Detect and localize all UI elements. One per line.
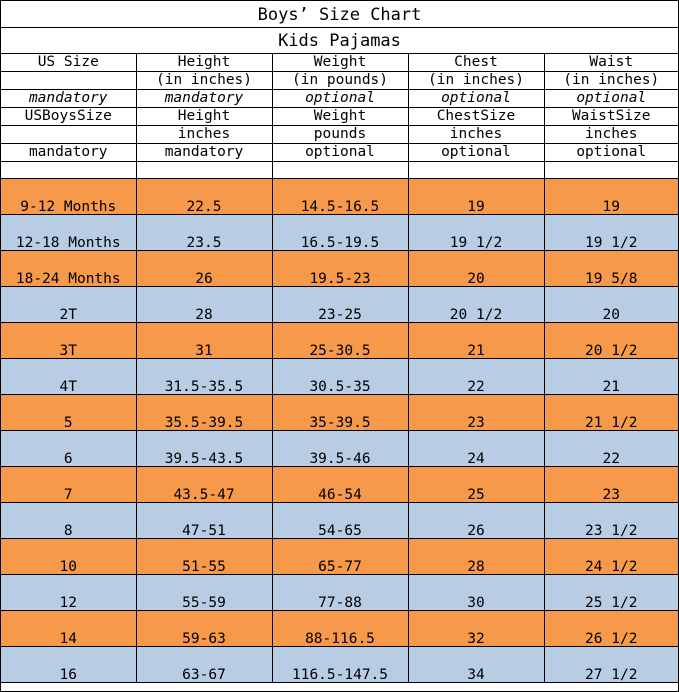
size-cell: 12-18 Months [1, 215, 136, 251]
table-row [1, 503, 678, 539]
header-cell: ChestSize [408, 108, 544, 126]
weight-cell: 116.5-147.5 [272, 647, 408, 683]
header-cell: mandatory [1, 144, 136, 162]
waist-cell: 19 [544, 179, 678, 215]
table-row [1, 395, 678, 431]
table-row [1, 539, 678, 575]
header-cell: Weight [272, 54, 408, 72]
size-cell: 5 [1, 395, 136, 431]
waist-cell: 24 1/2 [544, 539, 678, 575]
height-cell: 23.5 [136, 215, 272, 251]
chest-cell: 28 [408, 539, 544, 575]
size-cell: 8 [1, 503, 136, 539]
header-cell [1, 126, 136, 144]
table-row [1, 467, 678, 503]
header-cell [1, 72, 136, 90]
header-row-labels [1, 54, 678, 72]
size-cell: 7 [1, 467, 136, 503]
weight-cell: 35-39.5 [272, 395, 408, 431]
header-cell: optional [544, 144, 678, 162]
header-cell: mandatory [136, 144, 272, 162]
height-cell: 22.5 [136, 179, 272, 215]
weight-cell: 77-88 [272, 575, 408, 611]
table-row [1, 647, 678, 683]
chest-cell: 22 [408, 359, 544, 395]
weight-cell: 23-25 [272, 287, 408, 323]
height-cell: 39.5-43.5 [136, 431, 272, 467]
size-cell: 6 [1, 431, 136, 467]
size-cell: 9-12 Months [1, 179, 136, 215]
header-row-field-units [1, 126, 678, 144]
chart-title: Boys’ Size Chart [1, 2, 678, 28]
header-cell: optional [408, 90, 544, 108]
header-row-field-requirement [1, 144, 678, 162]
header-cell: optional [408, 144, 544, 162]
spacer-row [1, 162, 678, 179]
header-cell: Weight [272, 108, 408, 126]
size-cell: 4T [1, 359, 136, 395]
weight-cell: 88-116.5 [272, 611, 408, 647]
chest-cell: 24 [408, 431, 544, 467]
table-row [1, 611, 678, 647]
size-table [1, 54, 678, 683]
header-cell: pounds [272, 126, 408, 144]
weight-cell: 30.5-35 [272, 359, 408, 395]
weight-cell: 14.5-16.5 [272, 179, 408, 215]
header-cell: inches [136, 126, 272, 144]
waist-cell: 20 1/2 [544, 323, 678, 359]
waist-cell: 20 [544, 287, 678, 323]
weight-cell: 39.5-46 [272, 431, 408, 467]
header-cell: optional [544, 90, 678, 108]
waist-cell: 23 [544, 467, 678, 503]
header-cell: (in pounds) [272, 72, 408, 90]
header-cell: optional [272, 144, 408, 162]
waist-cell: 27 1/2 [544, 647, 678, 683]
height-cell: 47-51 [136, 503, 272, 539]
waist-cell: 19 5/8 [544, 251, 678, 287]
header-cell: Chest [408, 54, 544, 72]
table-row [1, 251, 678, 287]
height-cell: 51-55 [136, 539, 272, 575]
size-cell: 16 [1, 647, 136, 683]
header-cell: (in inches) [544, 72, 678, 90]
header-cell: US Size [1, 54, 136, 72]
chart-subtitle: Kids Pajamas [1, 28, 678, 54]
header-cell: inches [544, 126, 678, 144]
size-cell: 2T [1, 287, 136, 323]
height-cell: 63-67 [136, 647, 272, 683]
size-cell: 3T [1, 323, 136, 359]
header-cell: mandatory [1, 90, 136, 108]
chest-cell: 26 [408, 503, 544, 539]
chest-cell: 21 [408, 323, 544, 359]
table-row [1, 323, 678, 359]
header-cell: mandatory [136, 90, 272, 108]
height-cell: 55-59 [136, 575, 272, 611]
header-cell: Height [136, 108, 272, 126]
waist-cell: 23 1/2 [544, 503, 678, 539]
height-cell: 59-63 [136, 611, 272, 647]
table-row [1, 287, 678, 323]
header-row-units [1, 72, 678, 90]
header-row-fields [1, 108, 678, 126]
weight-cell: 46-54 [272, 467, 408, 503]
table-row [1, 179, 678, 215]
chest-cell: 19 1/2 [408, 215, 544, 251]
chest-cell: 32 [408, 611, 544, 647]
header-cell: (in inches) [136, 72, 272, 90]
waist-cell: 26 1/2 [544, 611, 678, 647]
chest-cell: 20 [408, 251, 544, 287]
chest-cell: 25 [408, 467, 544, 503]
weight-cell: 54-65 [272, 503, 408, 539]
header-cell: (in inches) [408, 72, 544, 90]
size-cell: 10 [1, 539, 136, 575]
header-row-requirement [1, 90, 678, 108]
table-row [1, 215, 678, 251]
waist-cell: 21 1/2 [544, 395, 678, 431]
height-cell: 26 [136, 251, 272, 287]
waist-cell: 21 [544, 359, 678, 395]
weight-cell: 19.5-23 [272, 251, 408, 287]
header-cell: WaistSize [544, 108, 678, 126]
header-cell: Height [136, 54, 272, 72]
weight-cell: 25-30.5 [272, 323, 408, 359]
waist-cell: 25 1/2 [544, 575, 678, 611]
waist-cell: 19 1/2 [544, 215, 678, 251]
size-rows [1, 179, 678, 683]
chest-cell: 19 [408, 179, 544, 215]
chest-cell: 34 [408, 647, 544, 683]
waist-cell: 22 [544, 431, 678, 467]
table-row [1, 431, 678, 467]
chest-cell: 23 [408, 395, 544, 431]
table-row [1, 575, 678, 611]
height-cell: 31.5-35.5 [136, 359, 272, 395]
chest-cell: 20 1/2 [408, 287, 544, 323]
height-cell: 43.5-47 [136, 467, 272, 503]
table-row [1, 359, 678, 395]
height-cell: 28 [136, 287, 272, 323]
size-cell: 12 [1, 575, 136, 611]
header-cell: Waist [544, 54, 678, 72]
header-cell: optional [272, 90, 408, 108]
weight-cell: 65-77 [272, 539, 408, 575]
weight-cell: 16.5-19.5 [272, 215, 408, 251]
size-cell: 18-24 Months [1, 251, 136, 287]
header-cell: inches [408, 126, 544, 144]
height-cell: 35.5-39.5 [136, 395, 272, 431]
chest-cell: 30 [408, 575, 544, 611]
height-cell: 31 [136, 323, 272, 359]
size-cell: 14 [1, 611, 136, 647]
header-cell: USBoysSize [1, 108, 136, 126]
